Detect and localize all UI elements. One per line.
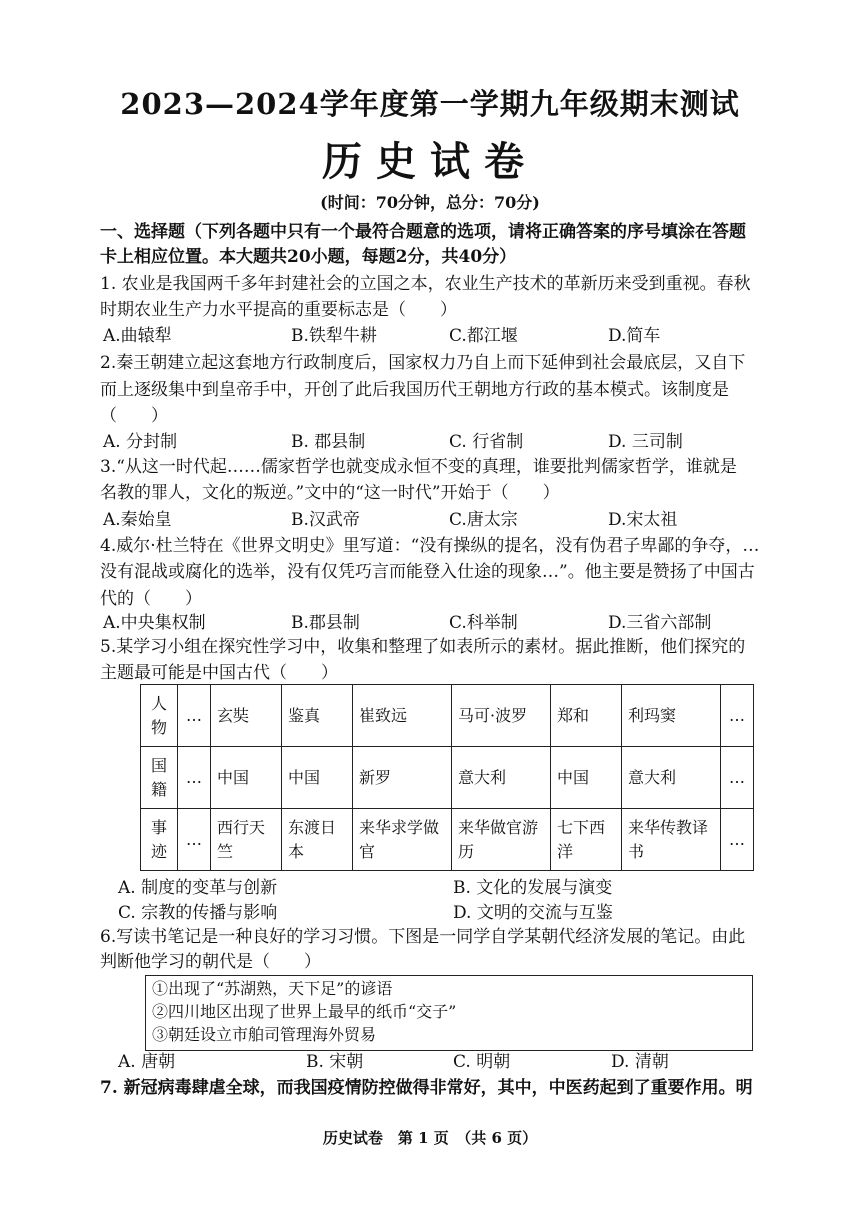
section1-heading-line1: 一、选择题（下列各题中只有一个最符合题意的选项，请将正确答案的序号填涂在答题 — [100, 222, 746, 242]
q2-option-a: A. 分封制 — [103, 432, 178, 452]
q5-cell: 玄奘 — [211, 685, 282, 747]
q5-cell-label: 人物 — [141, 685, 178, 747]
q5-table — [140, 684, 754, 871]
q2-option-d: D. 三司制 — [608, 432, 683, 452]
q3-stem-line2: 名教的罪人，文化的叛逆。”文中的“这一时代”开始于（ ） — [100, 483, 560, 503]
exam-subject-title: 历史试卷 — [322, 138, 538, 185]
q5-cell-label: 事迹 — [141, 809, 178, 871]
q5-cell: 鉴真 — [282, 685, 353, 747]
q5-cell-label: 国籍 — [141, 747, 178, 809]
q5-cell-ellipsis: … — [178, 747, 211, 809]
q5-cell: 中国 — [551, 747, 622, 809]
q4-option-d: D.三省六部制 — [608, 613, 712, 633]
q2-options — [103, 431, 763, 453]
q6-options — [103, 1051, 763, 1073]
q4-stem-line2: 没有混战或腐化的选举，没有仅凭巧言而能登入仕途的现象…”。他主要是赞扬了中国古 — [100, 562, 755, 582]
q6-option-b: B. 宋朝 — [306, 1052, 364, 1072]
q5-cell: 意大利 — [452, 747, 551, 809]
q6-note-1: ①出现了“苏湖熟，天下足”的谚语 — [152, 979, 393, 998]
q5-cell-ellipsis: … — [721, 685, 754, 747]
q5-cell-ellipsis: … — [721, 747, 754, 809]
q5-stem-line2: 主题最可能是中国古代（ ） — [100, 663, 338, 683]
q5-cell: 意大利 — [622, 747, 721, 809]
q6-option-c: C. 明朝 — [453, 1052, 511, 1072]
q4-option-b: B.郡县制 — [291, 613, 360, 633]
q4-option-c: C.科举制 — [449, 613, 518, 633]
q3-options — [103, 509, 763, 531]
q5-cell: 利玛窦 — [622, 685, 721, 747]
q5-table-row-deeds — [141, 809, 754, 871]
q3-option-c: C.唐太宗 — [449, 510, 518, 530]
q5-cell: 崔致远 — [353, 685, 452, 747]
exam-title: 2023—2024学年度第一学期九年级期末测试 — [120, 87, 740, 121]
q5-options-row1 — [103, 877, 763, 899]
q5-cell: 来华传教译书 — [622, 809, 721, 871]
q5-table-row-nationality — [141, 747, 754, 809]
q1-options — [103, 325, 763, 347]
q6-stem-line1: 6.写读书笔记是一种良好的学习习惯。下图是一同学自学某朝代经济发展的笔记。由此 — [100, 927, 746, 947]
q2-option-c: C. 行省制 — [449, 432, 524, 452]
q5-cell: 马可·波罗 — [452, 685, 551, 747]
q5-cell: 新罗 — [353, 747, 452, 809]
q5-cell: 来华求学做官 — [353, 809, 452, 871]
q7-stem-line1: 7. 新冠病毒肆虐全球，而我国疫情防控做得非常好，其中，中医药起到了重要作用。明 — [100, 1078, 753, 1098]
q1-option-a: A.曲辕犁 — [103, 326, 172, 346]
q5-cell: 西行天竺 — [211, 809, 282, 871]
q5-cell-ellipsis: … — [178, 685, 211, 747]
q6-note-2: ②四川地区出现了世界上最早的纸币“交子” — [152, 1002, 457, 1021]
q5-option-c: C. 宗教的传播与影响 — [118, 903, 278, 923]
q4-stem-line3: 代的（ ） — [100, 589, 202, 609]
q1-stem-line2: 时期农业生产力水平提高的重要标志是（ ） — [100, 300, 457, 320]
q5-option-d: D. 文明的交流与互鉴 — [453, 903, 613, 923]
q4-stem-line1: 4.威尔·杜兰特在《世界文明史》里写道：“没有操纵的提名，没有伪君子卑鄙的争夺，… — [100, 536, 760, 556]
q5-stem-line1: 5.某学习小组在探究性学习中，收集和整理了如表所示的素材。据此推断，他们探究的 — [100, 637, 746, 657]
q1-option-c: C.都江堰 — [449, 326, 518, 346]
q5-cell: 来华做官游历 — [452, 809, 551, 871]
q2-stem-line2: 而上逐级集中到皇帝手中，开创了此后我国历代王朝地方行政的基本模式。该制度是 — [100, 380, 729, 400]
q5-option-b: B. 文化的发展与演变 — [453, 878, 613, 898]
q1-option-b: B.铁犁牛耕 — [291, 326, 377, 346]
q1-option-d: D.简车 — [608, 326, 661, 346]
q3-stem-line1: 3.“从这一时代起……儒家哲学也就变成永恒不变的真理，谁要批判儒家哲学，谁就是 — [100, 457, 737, 477]
section1-heading-line2: 卡上相应位置。本大题共20小题，每题2分，共40分） — [100, 247, 517, 267]
q5-table-row-person — [141, 685, 754, 747]
q5-cell-ellipsis: … — [178, 809, 211, 871]
q5-cell-ellipsis: … — [721, 809, 754, 871]
exam-time-score: (时间：70分钟，总分：70分) — [320, 193, 540, 212]
q2-stem-line3: （ ） — [100, 406, 168, 426]
q3-option-b: B.汉武帝 — [291, 510, 360, 530]
q5-cell: 郑和 — [551, 685, 622, 747]
q3-option-a: A.秦始皇 — [103, 510, 172, 530]
q5-options-row2 — [103, 902, 763, 924]
q5-cell: 东渡日本 — [282, 809, 353, 871]
q6-option-a: A. 唐朝 — [118, 1052, 176, 1072]
q2-stem-line1: 2.秦王朝建立起这套地方行政制度后，国家权力乃自上而下延伸到社会最底层，又自下 — [100, 353, 746, 373]
q6-option-d: D. 清朝 — [611, 1052, 669, 1072]
q4-option-a: A.中央集权制 — [103, 613, 206, 633]
q5-cell: 中国 — [282, 747, 353, 809]
q5-cell: 中国 — [211, 747, 282, 809]
q1-stem-line1: 1. 农业是我国两千多年封建社会的立国之本，农业生产技术的革新历来受到重视。春秋 — [100, 274, 751, 294]
q3-option-d: D.宋太祖 — [608, 510, 678, 530]
q4-options — [103, 612, 763, 634]
q6-stem-line2: 判断他学习的朝代是（ ） — [100, 952, 321, 972]
q5-cell: 七下西洋 — [551, 809, 622, 871]
q5-option-a: A. 制度的变革与创新 — [118, 878, 278, 898]
q6-notes-box — [145, 975, 753, 1051]
q6-note-3: ③朝廷设立市舶司管理海外贸易 — [152, 1025, 377, 1044]
q2-option-b: B. 郡县制 — [291, 432, 366, 452]
page-footer: 历史试卷 第 1 页 （共 6 页） — [322, 1129, 538, 1147]
